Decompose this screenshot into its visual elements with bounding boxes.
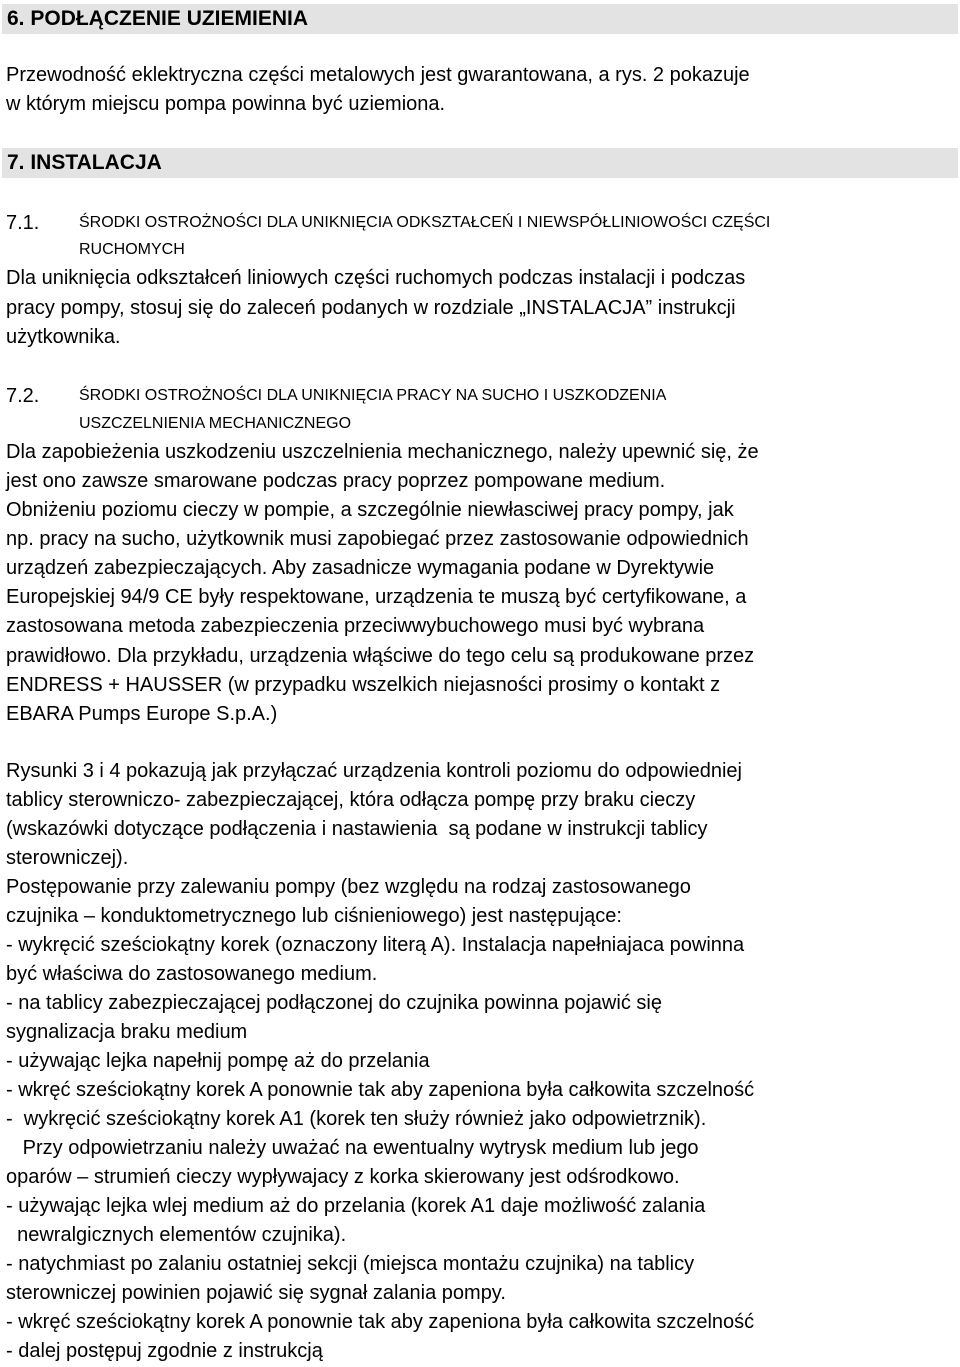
- s72-body-line-1: Dla zapobieżenia uszkodzeniu uszczelnienia mechanicznego, należy upewnić się, że: [6, 441, 759, 463]
- s72-body2-line-8: być właściwa do zastosowanego medium.: [6, 963, 378, 985]
- section-6-heading: 6. PODŁĄCZENIE UZIEMIENIA: [2, 4, 958, 34]
- s72-body2-line-11: - używając lejka napełnij pompę aż do przelania: [6, 1050, 430, 1072]
- s71-body-line-3: użytkownika.: [6, 326, 121, 348]
- s72-body2-line-14: Przy odpowietrzaniu należy uważać na ewentualny wytrysk medium lub jego: [6, 1137, 699, 1159]
- s72-title-line-2: USZCZELNIENIA MECHANICZNEGO: [79, 415, 352, 432]
- s72-body2-line-16: - używając lejka wlej medium aż do przelania (korek A1 daje możliwość zalania: [6, 1195, 706, 1217]
- s72-body2-line-13: - wykręcić sześciokątny korek A1 (korek ten służy również jako odpowietrznik).: [6, 1108, 707, 1130]
- s72-body-line-6: Europejskiej 94/9 CE były respektowane, urządzenia te muszą być certyfikowane, a: [6, 586, 747, 608]
- s72-body-line-5: urządzeń zabezpieczających. Aby zasadnicze wymagania podane w Dyrektywie: [6, 557, 715, 579]
- s72-title-line-1: ŚRODKI OSTROŻNOŚCI DLA UNIKNIĘCIA PRACY NA SUCHO I USZKODZENIA: [79, 387, 667, 404]
- s72-body-line-2: jest ono zawsze smarowane podczas pracy poprzez pompowane medium.: [6, 470, 666, 492]
- s71-title-line-1: ŚRODKI OSTROŻNOŚCI DLA UNIKNIĘCIA ODKSZTAŁCEŃ I NIEWSPÓŁLINIOWOŚCI CZĘŚCI: [79, 214, 771, 231]
- s71-body-line-2: pracy pompy, stosuj się do zaleceń podanych w rozdziale „INSTALACJA” instrukcji: [6, 297, 736, 319]
- s72-body-line-9: ENDRESS + HAUSSER (w przypadku wszelkich niejasności prosimy o kontakt z: [6, 674, 721, 696]
- s72-body2-line-20: - wkręć sześciokątny korek A ponownie tak aby zapeniona była całkowita szczelność: [6, 1311, 755, 1333]
- s72-body2-line-17: newralgicznych elementów czujnika).: [6, 1224, 347, 1246]
- s72-body2-line-9: - na tablicy zabezpieczającej podłączonej do czujnika powinna pojawić się: [6, 992, 662, 1014]
- s71-title-line-2: RUCHOMYCH: [79, 241, 185, 258]
- s72-body2-line-18: - natychmiast po zalaniu ostatniej sekcji (miejsca montażu czujnika) na tablicy: [6, 1253, 695, 1275]
- s72-body-line-8: prawidłowo. Dla przykładu, urządzenia włąściwe do tego celu są produkowane przez: [6, 645, 755, 667]
- s72-body2-line-21: - dalej postępuj zgodnie z instrukcją: [6, 1340, 323, 1362]
- s72-body-line-3: Obniżeniu poziomu cieczy w pompie, a szczególnie niewłasciwej pracy pompy, jak: [6, 499, 734, 521]
- section-7-heading: 7. INSTALACJA: [2, 148, 958, 178]
- s72-number: 7.2.: [6, 385, 40, 407]
- s6-line-2: w którym miejscu pompa powinna być uziemiona.: [6, 93, 446, 115]
- s72-body2-line-3: (wskazówki dotyczące podłączenia i nastawienia są podane w instrukcji tablicy: [6, 818, 708, 840]
- s72-body2-line-5: Postępowanie przy zalewaniu pompy (bez względu na rodzaj zastosowanego: [6, 876, 691, 898]
- s71-number: 7.1.: [6, 212, 40, 234]
- s72-body-line-7: zastosowana metoda zabezpieczenia przeciwwybuchowego musi być wybrana: [6, 615, 705, 637]
- s72-body2-line-15: oparów – strumień cieczy wypływajacy z korka skierowany jest odśrodkowo.: [6, 1166, 680, 1188]
- s72-body-line-4: np. pracy na sucho, użytkownik musi zapobiegać przez zastosowanie odpowiednich: [6, 528, 749, 550]
- s72-body2-line-7: - wykręcić sześciokątny korek (oznaczony literą A). Instalacja napełniajaca powinna: [6, 934, 745, 956]
- s72-body2-line-2: tablicy sterowniczo- zabezpieczającej, która odłącza pompę przy braku cieczy: [6, 789, 696, 811]
- s72-body-line-10: EBARA Pumps Europe S.p.A.): [6, 703, 278, 725]
- s72-body2-line-10: sygnalizacja braku medium: [6, 1021, 248, 1043]
- s6-line-1: Przewodność eklektryczna części metalowych jest gwarantowana, a rys. 2 pokazuje: [6, 64, 750, 86]
- s72-body2-line-1: Rysunki 3 i 4 pokazują jak przyłączać urządzenia kontroli poziomu do odpowiedniej: [6, 760, 742, 782]
- s72-body2-line-19: sterowniczej powinien pojawić się sygnał zalania pompy.: [6, 1282, 506, 1304]
- s72-body2-line-6: czujnika – konduktometrycznego lub ciśnieniowego) jest następujące:: [6, 905, 622, 927]
- s72-body2-line-4: sterowniczej).: [6, 847, 129, 869]
- s71-body-line-1: Dla uniknięcia odkształceń liniowych części ruchomych podczas instalacji i podczas: [6, 267, 746, 289]
- s72-body2-line-12: - wkręć sześciokątny korek A ponownie tak aby zapeniona była całkowita szczelność: [6, 1079, 755, 1101]
